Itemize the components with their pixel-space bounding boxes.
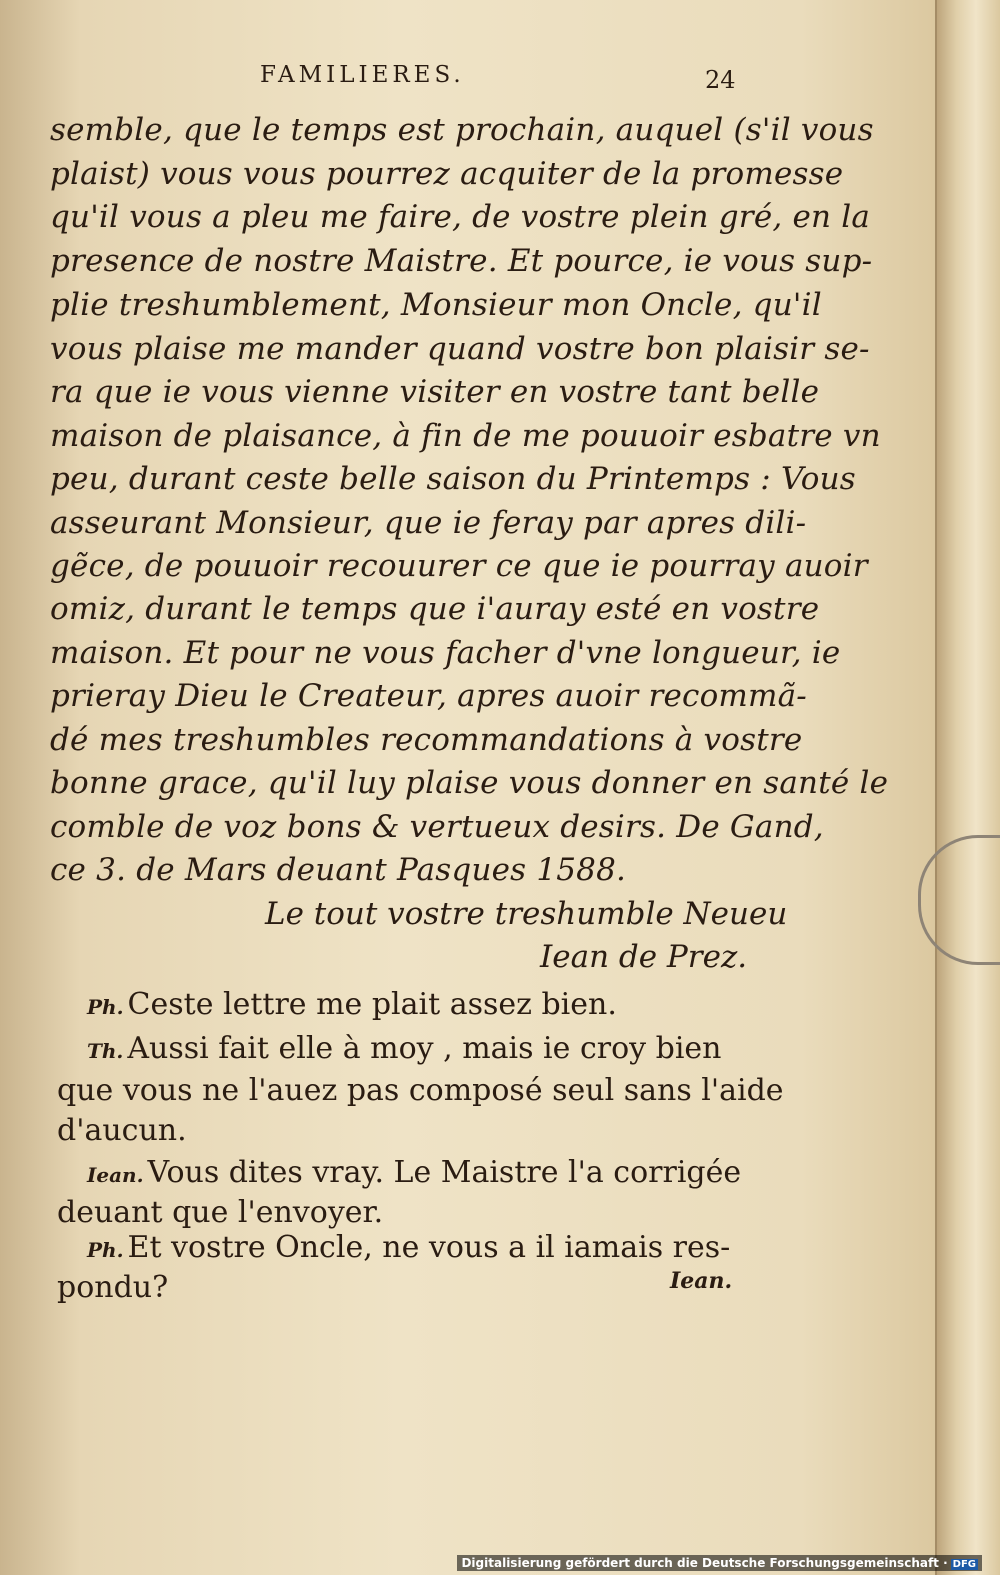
letter-line: gẽce, de pouuoir recouurer ce que ie pourray auoir xyxy=(50,548,868,584)
letter-line: maison. Et pour ne vous facher d'vne longueur, ie xyxy=(50,635,841,671)
signature-closing: Le tout vostre treshumble Neueu xyxy=(265,896,788,932)
dialogue-line xyxy=(57,1113,187,1148)
letter-line: semble, que le temps est prochain, auquel (s'il vous xyxy=(50,112,874,148)
letter-line: peu, durant ceste belle saison du Printemps : Vous xyxy=(50,461,856,497)
dialogue-text: Vous dites vray. Le Maistre l'a corrigée xyxy=(147,1155,742,1190)
speaker-label: Ph. xyxy=(87,1238,124,1262)
speaker-label: Th. xyxy=(87,1039,124,1063)
dialogue-text: d'aucun. xyxy=(57,1113,187,1148)
catchword: Iean. xyxy=(670,1268,733,1294)
letter-line: presence de nostre Maistre. Et pource, ie vous sup- xyxy=(50,243,873,279)
digitization-credit xyxy=(457,1555,982,1571)
dialogue-text: Et vostre Oncle, ne vous a il iamais res- xyxy=(127,1230,731,1265)
letter-line: plie treshumblement, Monsieur mon Oncle, qu'il xyxy=(50,287,822,323)
dialogue-line xyxy=(87,1230,730,1265)
letter-line: dé mes treshumbles recommandations à vostre xyxy=(50,722,803,758)
dialogue-line xyxy=(87,1031,722,1066)
dialogue-text: Ceste lettre me plait assez bien. xyxy=(127,987,617,1022)
letter-line: maison de plaisance, à fin de me pouuoir esbatre vn xyxy=(50,418,881,454)
dialogue-line xyxy=(57,1270,168,1305)
dialogue-text: Aussi fait elle à moy , mais ie croy bien xyxy=(127,1031,722,1066)
letter-line: qu'il vous a pleu me faire, de vostre plein gré, en la xyxy=(50,199,871,235)
letter-line: asseurant Monsieur, que ie feray par apres dili- xyxy=(50,505,807,541)
dialogue-line xyxy=(57,1073,784,1108)
page-edge-stack xyxy=(935,0,1000,1575)
dialogue-text: deuant que l'envoyer. xyxy=(57,1195,384,1230)
letter-line: plaist) vous vous pourrez acquiter de la promesse xyxy=(50,156,844,192)
letter-line: omiz, durant le temps que i'auray esté en vostre xyxy=(50,591,820,627)
dialogue-text: que vous ne l'auez pas composé seul sans l'aide xyxy=(57,1073,784,1108)
dialogue-line xyxy=(87,1155,741,1190)
letter-line: ra que ie vous vienne visiter en vostre tant belle xyxy=(50,374,820,410)
letter-line: comble de voz bons & vertueux desirs. De Gand, xyxy=(50,809,824,845)
letter-line: bonne grace, qu'il luy plaise vous donner en santé le xyxy=(50,765,889,801)
credit-text: Digitalisierung gefördert durch die Deutsche Forschungsgemeinschaft · xyxy=(461,1556,948,1570)
dialogue-line xyxy=(87,987,617,1022)
letter-line: prieray Dieu le Createur, apres auoir recommã- xyxy=(50,678,807,714)
running-head: FAMILIERES. xyxy=(260,62,465,88)
letter-line: ce 3. de Mars deuant Pasques 1588. xyxy=(50,852,627,888)
letter-line: vous plaise me mander quand vostre bon plaisir se- xyxy=(50,331,870,367)
page-number: 24 xyxy=(705,66,736,94)
speaker-label: Iean. xyxy=(87,1163,144,1187)
dialogue-line xyxy=(57,1195,383,1230)
signature-name: Iean de Prez. xyxy=(540,939,748,975)
dfg-logo: DFG xyxy=(952,1559,976,1570)
dialogue-text: pondu? xyxy=(57,1270,169,1305)
speaker-label: Ph. xyxy=(87,995,124,1019)
